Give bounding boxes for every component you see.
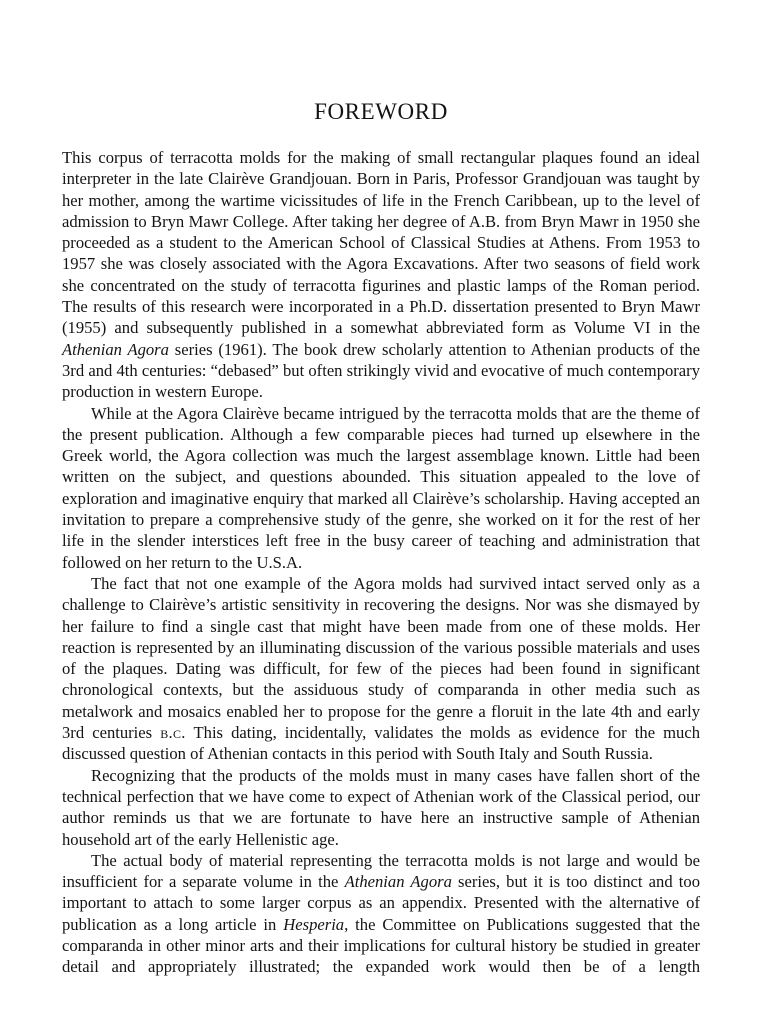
paragraph-3-text-b: This dating, incidentally, validates the molds as evidence for the much discussed question of Athenian contacts in this period with South Italy and South Russia.: [62, 723, 701, 764]
paragraph-5-text-b: series, but it is too distinct and too important to attach to some larger corpus as an appendix. Presented with the alternative of publication as a long article in: [62, 872, 700, 934]
paragraph-5-text-a: The actual body of material representing the terracotta molds is not large and would be insufficient for a separate volume in the: [62, 850, 700, 892]
paragraph-1-text-a: This corpus of terracotta molds for the making of small rectangular plaques found an ideal interpreter in the late Clairève Grandjouan. Born in Paris, Professor Grandjouan was taught by her mother, among the wartime vicissitudes of life in the French Caribbean, up to the level of admission to Bryn Mawr College. After taking her degree of A.B. from Bryn Mawr in 1950 she proceeded as a student to the American School of Classical Studies at Athens. From 1953 to 1957 she was closely associated with the Agora Excavations. After two seasons of field work she concentrated on the study of terracotta figurines and plastic lamps of the Roman period. The results of this research were incorporated in a Ph.D. dissertation presented to Bryn Mawr (1955) and subsequently published in a somewhat abbreviated form as Volume VI in the: [62, 148, 700, 338]
paragraph-2: While at the Agora Clairève became intrigued by the terracotta molds that are the theme of the present publication. Although a few comparable pieces had turned up elsewhere in the Greek world, the Agora collection was much the largest assemblage known. Little had been written on the subject, and questions abounded. This situation appealed to the love of exploration and imaginative enquiry that marked all Clairève’s scholarship. Having accepted an invitation to prepare a comprehensive study of the genre, she worked on it for the rest of her life in the slender interstices left free in the busy career of teaching and administration that followed on her return to the U.S.A.: [62, 403, 700, 572]
paragraph-5-journal-title: Hesperia: [283, 914, 345, 934]
paragraph-5-text-c: , the Committee on Publications suggested that the comparanda in other minor arts and their implications for cultural history be studied in greater detail and appropriately illustrated; the expanded work would then be of a length: [62, 914, 700, 977]
paragraph-3-era-abbreviation: b.c.: [160, 723, 186, 743]
paragraph-5: [62, 850, 700, 978]
paragraph-1: [62, 147, 700, 403]
paragraph-1-text-b: series (1961). The book drew scholarly attention to Athenian products of the 3rd and 4th centuries: “debased” but often strikingly vivid and evocative of much contemporary production in western Europe.: [62, 339, 700, 402]
paragraph-5-series-title: Athenian Agora: [344, 872, 452, 892]
paragraph-4: Recognizing that the products of the molds must in many cases have fallen short of the technical perfection that we have come to expect of Athenian work of the Classical period, our author reminds us that we are fortunate to have here an instructive sample of Athenian household art of the early Hellenistic age.: [62, 765, 700, 849]
paragraph-3-text-a: The fact that not one example of the Agora molds had survived intact served only as a challenge to Clairève’s artistic sensitivity in recovering the designs. Nor was she dismayed by her failure to find a single cast that might have been made from one of these molds. Her reaction is represented by an illuminating discussion of the various possible materials and uses of the plaques. Dating was difficult, for few of the pieces had been found in significant chronological contexts, but the assiduous study of comparanda in other media such as metalwork and mosaics enabled her to propose for the genre a floruit in the late 4th and early 3rd centuries: [62, 573, 700, 743]
paragraph-3: [62, 573, 700, 765]
foreword-body: [62, 147, 700, 978]
page-title: FOREWORD: [314, 99, 448, 124]
paragraph-1-series-title: Athenian Agora: [62, 339, 169, 359]
